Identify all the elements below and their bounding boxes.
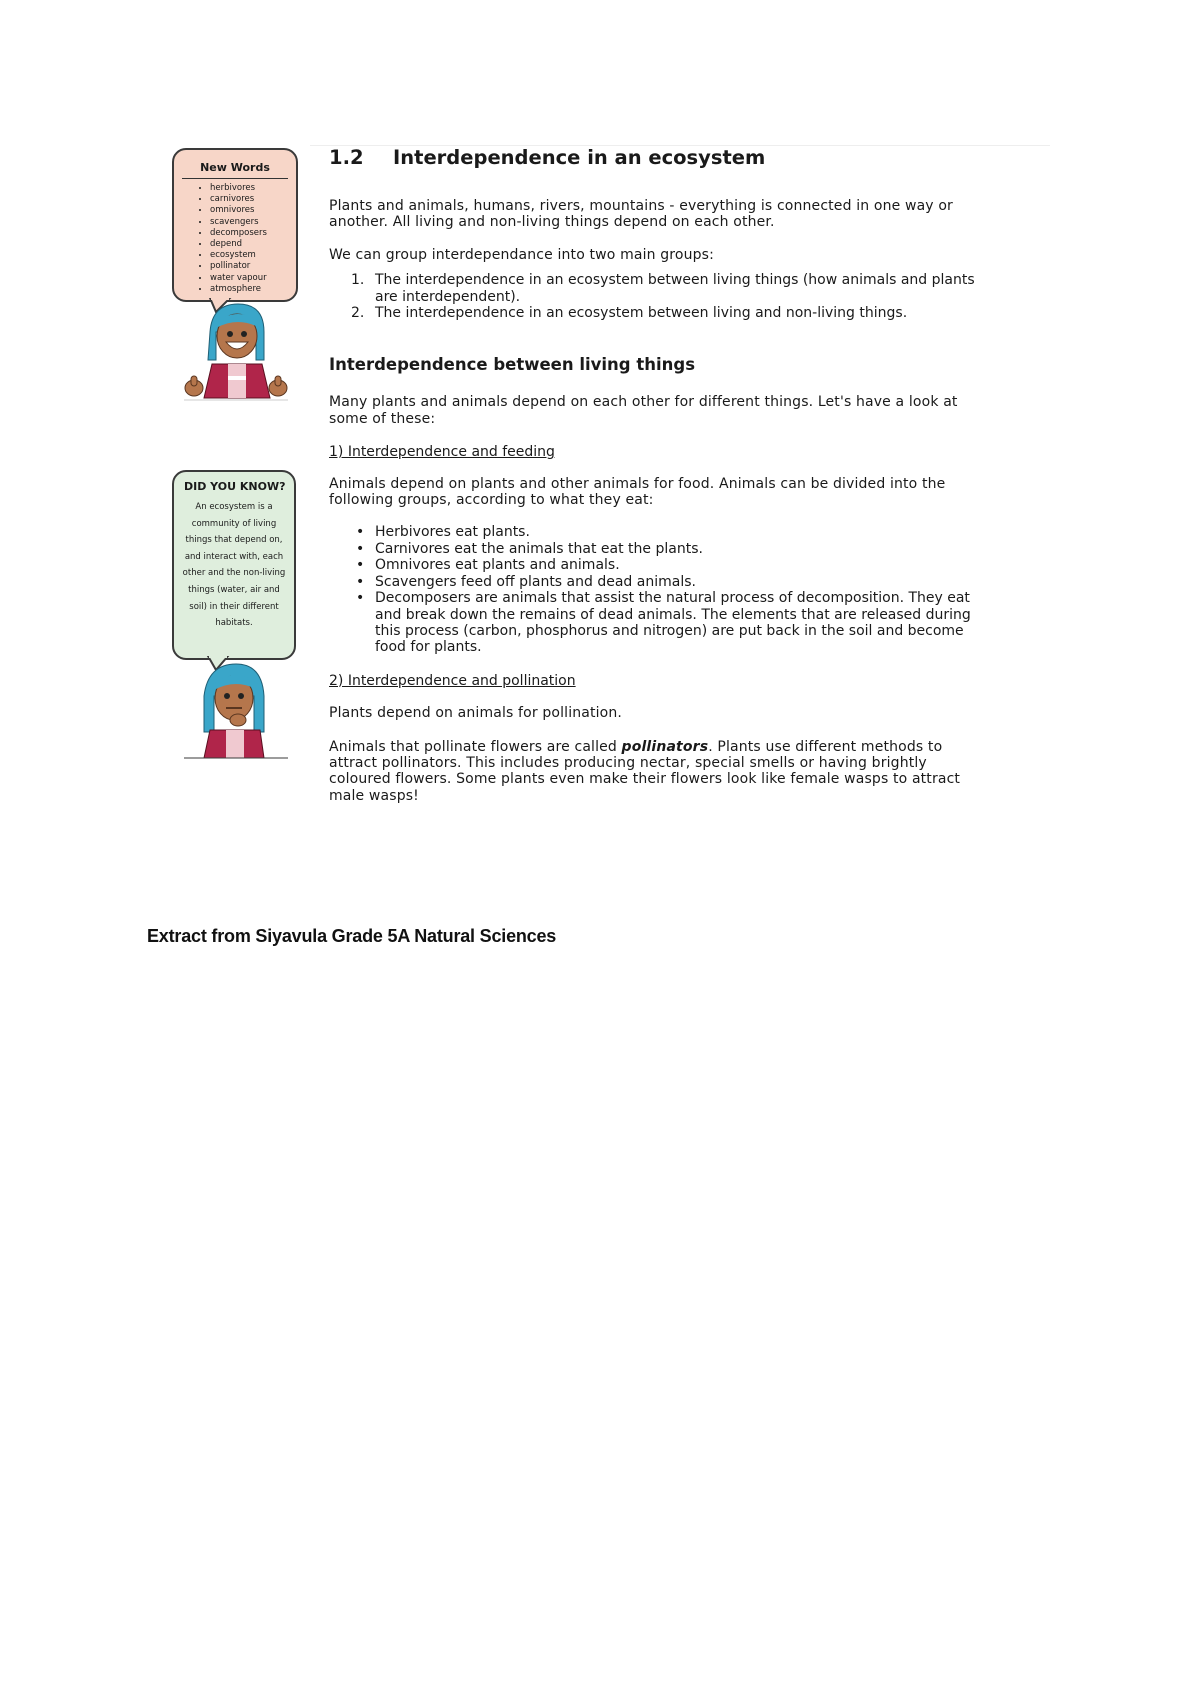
feeding-heading: 1) Interdependence and feeding xyxy=(329,444,555,461)
feeding-list xyxy=(329,524,979,655)
source-caption: Extract from Siyavula Grade 5A Natural Sciences xyxy=(147,926,557,946)
group-item xyxy=(329,272,979,305)
did-you-know-title: DID YOU KNOW? xyxy=(184,480,286,493)
new-word-item: • atmosphere xyxy=(210,284,296,295)
group-item xyxy=(329,305,979,321)
new-word-item: • water vapour xyxy=(210,273,296,284)
new-word-item: • herbivores xyxy=(210,183,296,194)
new-words-title: New Words xyxy=(182,161,288,179)
section-title: Interdependence in an ecosystem xyxy=(393,146,766,169)
cartoon-girl-thinking-icon xyxy=(180,656,292,760)
new-word-item: • carnivores xyxy=(210,194,296,205)
feeding-item: • Herbivores eat plants. xyxy=(329,524,979,540)
list-marker: 1. xyxy=(351,272,365,289)
main-content xyxy=(329,146,979,804)
new-words-box xyxy=(172,148,298,302)
pollination-intro: Plants depend on animals for pollination. xyxy=(329,705,622,722)
groups-list xyxy=(329,272,979,321)
feeding-item: • Decomposers are animals that assist the natural process of decomposition. They eat and break down the remains of dead animals. The elements that are released during this process (carbon, phosphorus and nitrogen) are put back in the soil and become food for plants. xyxy=(329,590,979,656)
new-word-item: • decomposers xyxy=(210,228,296,239)
groups-lead: We can group interdependance into two main groups: xyxy=(329,246,714,263)
feeding-item: • Omnivores eat plants and animals. xyxy=(329,557,979,573)
feeding-intro: Animals depend on plants and other animals for food. Animals can be divided into the following groups, according to what they eat: xyxy=(329,475,946,509)
group-text: The interdependence in an ecosystem between living things (how animals and plants are interdependent). xyxy=(375,272,975,305)
list-marker: 2. xyxy=(351,305,365,322)
cartoon-girl-thumbs-up-icon xyxy=(180,298,292,402)
pollination-heading: 2) Interdependence and pollination xyxy=(329,672,576,689)
new-word-item: • pollinator xyxy=(210,261,296,272)
pollinators-text-after: . Plants use different methods to attract pollinators. This includes producing nectar, special smells or having brightly coloured flowers. Some plants even make their flowers look like female wasps to attract male wasps! xyxy=(329,738,961,804)
new-words-list xyxy=(174,183,296,295)
section-heading xyxy=(329,146,979,176)
section-number: 1.2 xyxy=(329,146,364,169)
intro-paragraph: Plants and animals, humans, rivers, mountains - everything is connected in one way or another. All living and non-living things depend on each other. xyxy=(329,198,953,231)
feeding-item: • Scavengers feed off plants and dead animals. xyxy=(329,574,979,590)
feeding-item: • Carnivores eat the animals that eat the plants. xyxy=(329,541,979,557)
new-word-item: • ecosystem xyxy=(210,250,296,261)
living-intro: Many plants and animals depend on each other for different things. Let's have a look at some of these: xyxy=(329,394,958,427)
pollinators-text-before: Animals that pollinate flowers are called xyxy=(329,738,622,755)
subheading: Interdependence between living things xyxy=(329,355,696,375)
new-word-item: • depend xyxy=(210,239,296,250)
group-text: The interdependence in an ecosystem between living and non-living things. xyxy=(375,305,908,322)
new-word-item: • scavengers xyxy=(210,217,296,228)
pollinators-term: pollinators xyxy=(621,738,709,755)
did-you-know-box xyxy=(172,470,296,660)
new-word-item: • omnivores xyxy=(210,205,296,216)
pollinators-paragraph xyxy=(329,739,979,805)
did-you-know-body: An ecosystem is a community of living things that depend on, and interact with, each other and the non-living things (water, air and soil) in their different habitats. xyxy=(182,502,286,629)
